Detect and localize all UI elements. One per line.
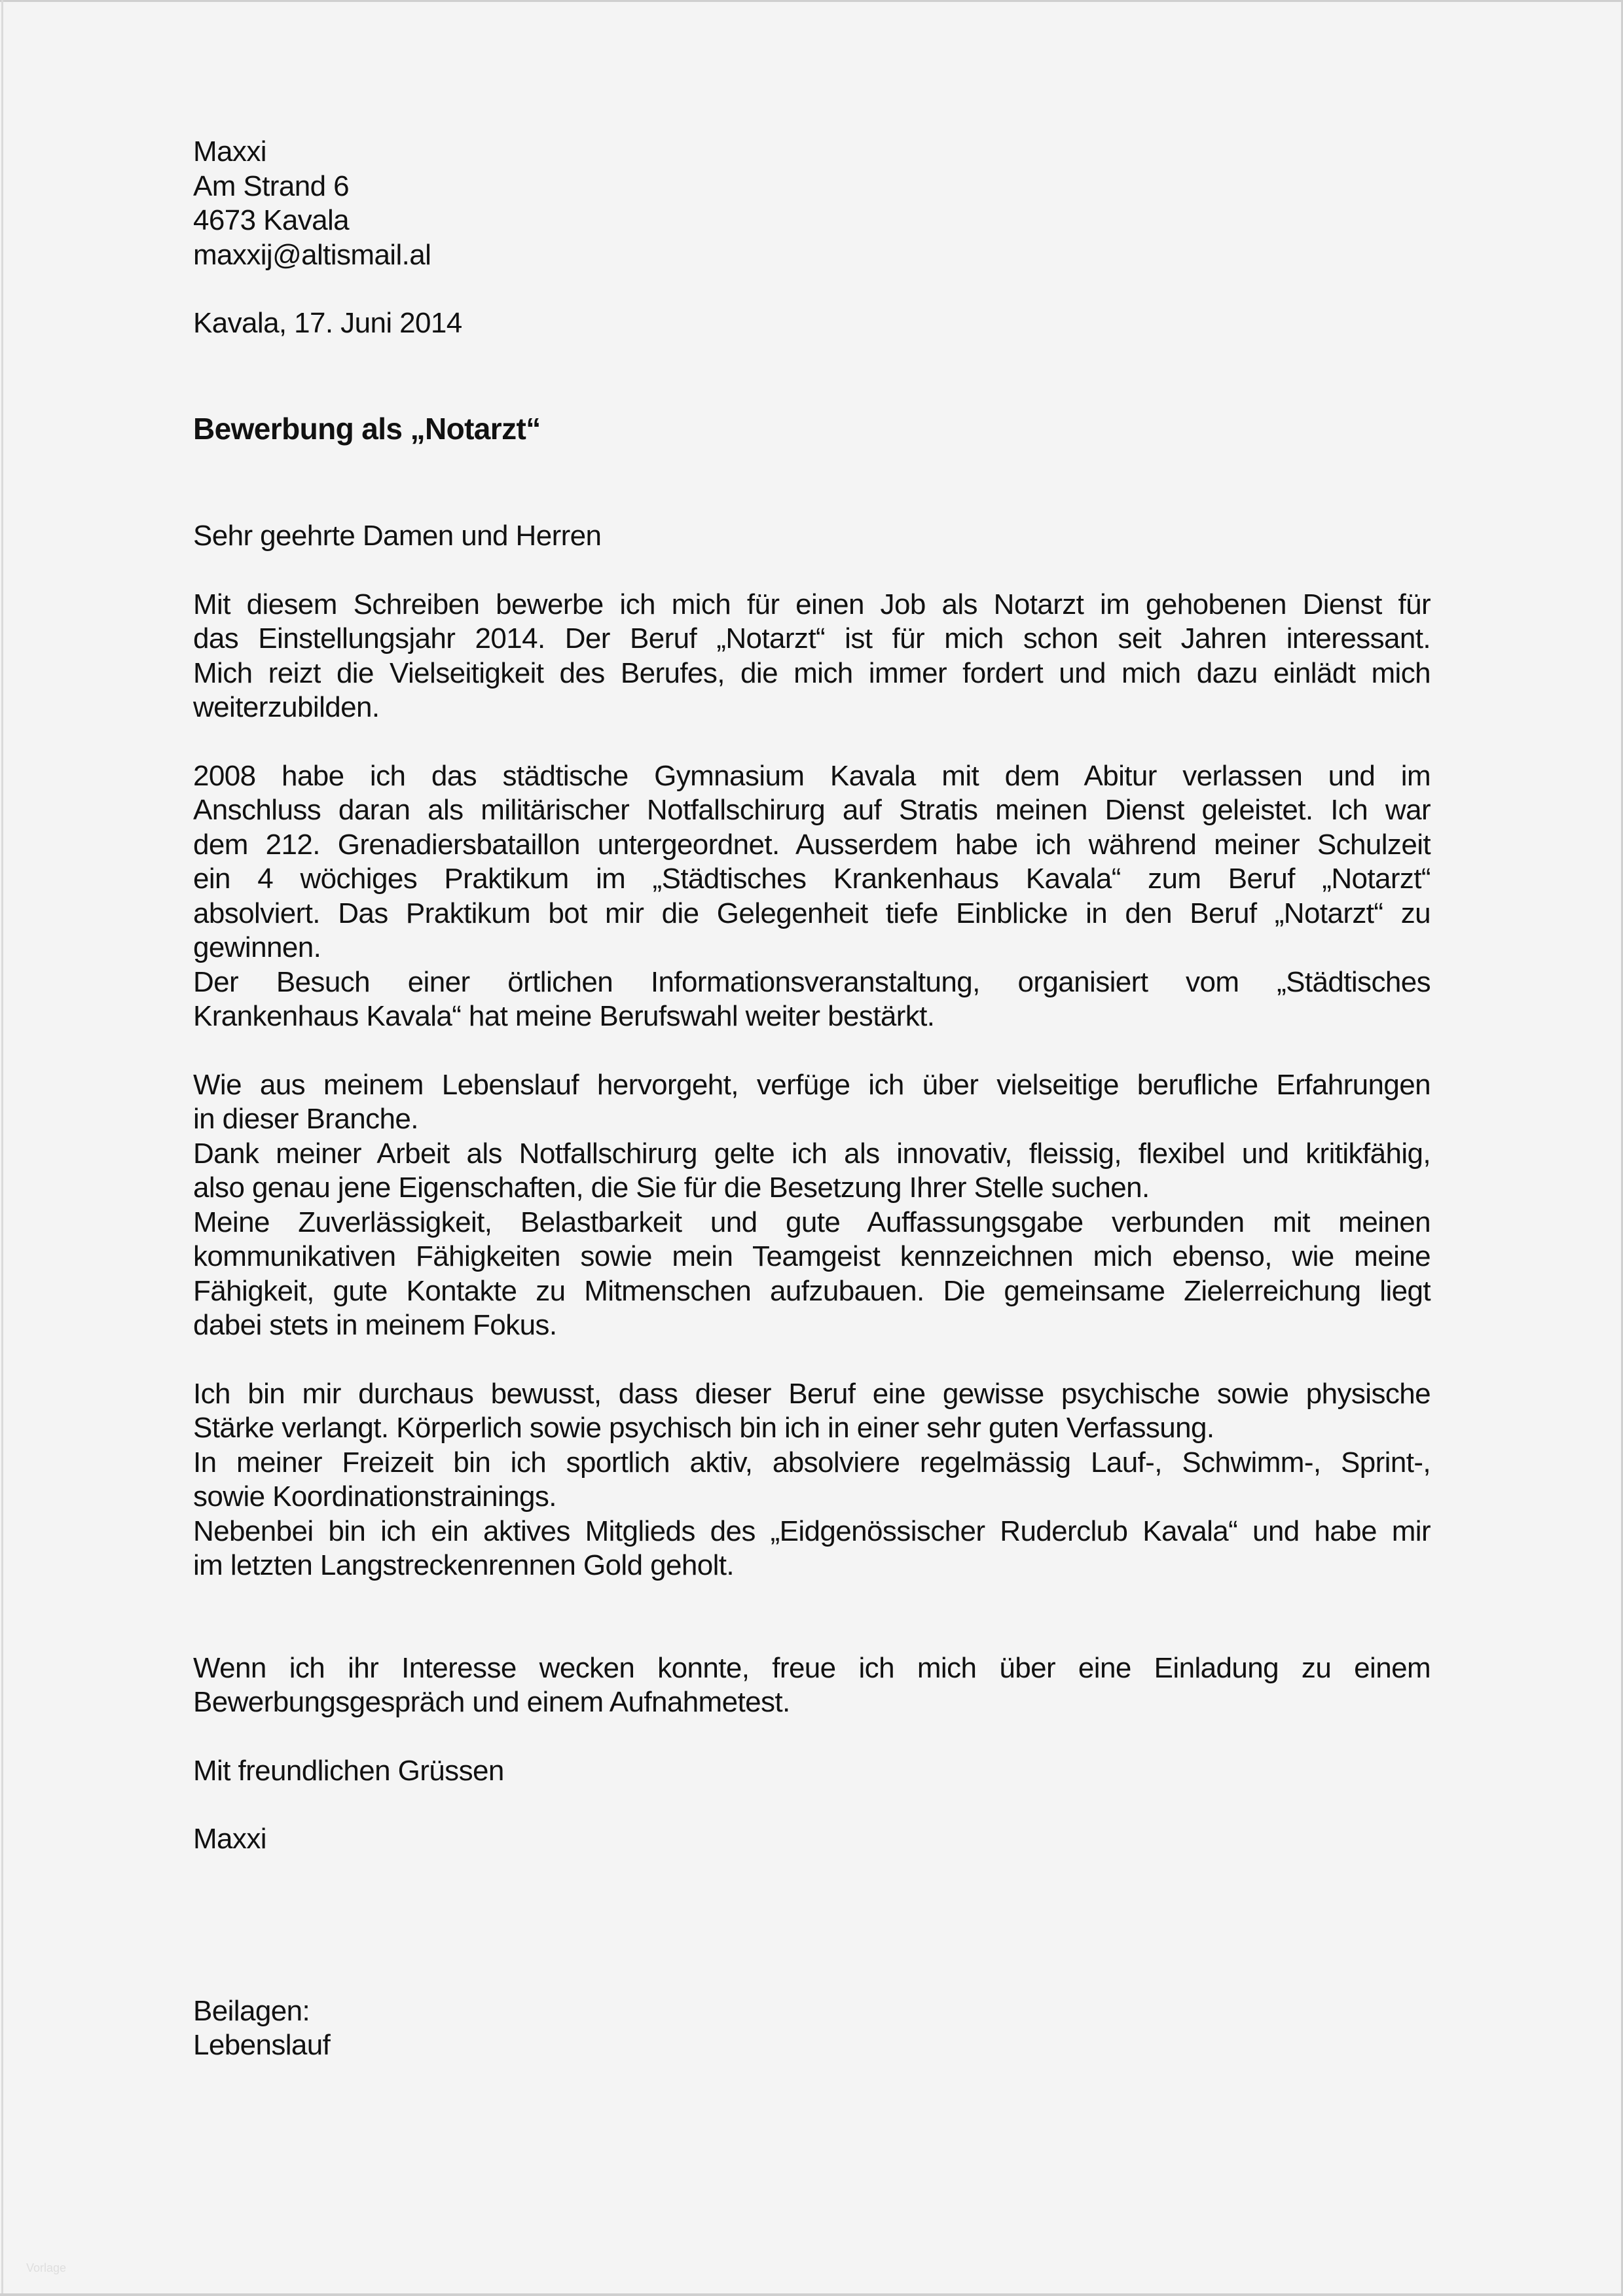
paragraph-intro (193, 588, 1431, 725)
text-line: Fähigkeit, gute Kontakte zu Mitmenschen aufzubauen. Die gemeinsame Zielerreichung liegt (193, 1274, 1431, 1307)
text-line: sowie Koordinationstrainings. (193, 1480, 556, 1513)
text-line: Krankenhaus Kavala“ hat meine Berufswahl weiter bestärkt. (193, 1000, 935, 1032)
enclosure-item: Lebenslauf (193, 2029, 331, 2061)
text-line: kommunikativen Fähigkeiten sowie mein Teamgeist kennzeichnen mich ebenso, wie meine (193, 1240, 1431, 1272)
text-line: in dieser Branche. (193, 1103, 418, 1135)
sender-email: maxxij@altismail.al (193, 238, 431, 271)
text-line: absolviert. Das Praktikum bot mir die Gelegenheit tiefe Einblicke in den Beruf „Notarzt“ zu (193, 897, 1431, 929)
paragraph-education (193, 759, 1431, 1034)
text-line: Anschluss daran als militärischer Notfallschirurg auf Stratis meinen Dienst geleistet. Ich war (193, 794, 1431, 826)
text-line: Wie aus meinem Lebenslauf hervorgeht, verfüge ich über vielseitige berufliche Erfahrungen (193, 1068, 1431, 1101)
text-line: gewinnen. (193, 931, 321, 963)
text-line: dabei stets in meinem Fokus. (193, 1309, 557, 1341)
page-border-bottom (0, 2293, 1623, 2296)
paragraph-fitness (193, 1377, 1431, 1583)
watermark-text: Vorlage (26, 2261, 67, 2274)
sender-street: Am Strand 6 (193, 170, 349, 202)
text-line: In meiner Freizeit bin ich sportlich aktiv, absolviere regelmässig Lauf-, Schwimm-, Sprint-, (193, 1446, 1431, 1479)
text-line: Dank meiner Arbeit als Notfallschirurg gelte ich als innovativ, fleissig, flexibel und kritikfähig, (193, 1137, 1431, 1170)
paragraph-closing (193, 1651, 1431, 1720)
text-line: das Einstellungsjahr 2014. Der Beruf „Notarzt“ ist für mich schon seit Jahren interessant. (193, 622, 1431, 655)
enclosures-label: Beilagen: (193, 1994, 310, 2027)
paragraph-experience (193, 1068, 1431, 1343)
text-line: dem 212. Grenadiersbataillon untergeordnet. Ausserdem habe ich während meiner Schulzeit (193, 828, 1431, 861)
text-line: Nebenbei bin ich ein aktives Mitglieds des „Eidgenössischer Ruderclub Kavala“ und habe mir (193, 1515, 1431, 1547)
page-border-top (0, 0, 1623, 2)
text-line: 2008 habe ich das städtische Gymnasium Kavala mit dem Abitur verlassen und im (193, 759, 1431, 792)
text-line: Mit diesem Schreiben bewerbe ich mich für einen Job als Notarzt im gehobenen Dienst für (193, 588, 1431, 620)
closing-greeting: Mit freundlichen Grüssen (193, 1754, 504, 1787)
letter-subject: Bewerbung als „Notarzt“ (193, 411, 541, 446)
sender-address (193, 135, 1431, 272)
text-line: also genau jene Eigenschaften, die Sie für die Besetzung Ihrer Stelle suchen. (193, 1172, 1150, 1204)
text-line: Mich reizt die Vielseitigkeit des Berufes, die mich immer fordert und mich dazu einlädt mich (193, 656, 1431, 689)
text-line: Stärke verlangt. Körperlich sowie psychisch bin ich in einer sehr guten Verfassung. (193, 1412, 1214, 1444)
text-line: ein 4 wöchiges Praktikum im „Städtisches Krankenhaus Kavala“ zum Beruf „Notarzt“ (193, 863, 1431, 895)
signature-name: Maxxi (193, 1823, 266, 1855)
sender-name: Maxxi (193, 135, 266, 168)
letter-page (193, 135, 1431, 2063)
sender-city: 4673 Kavala (193, 204, 350, 236)
page-border-left (1, 0, 3, 2296)
enclosures (193, 1994, 1431, 2063)
text-line: Ich bin mir durchaus bewusst, dass dieser Beruf eine gewisse psychische sowie physische (193, 1377, 1431, 1410)
text-line: im letzten Langstreckenrennen Gold geholt. (193, 1549, 734, 1581)
text-line: Bewerbungsgespräch und einem Aufnahmetest. (193, 1686, 790, 1718)
text-line: weiterzubilden. (193, 691, 380, 723)
text-line: Meine Zuverlässigkeit, Belastbarkeit und gute Auffassungsgabe verbunden mit meinen (193, 1206, 1431, 1238)
date-line: Kavala, 17. Juni 2014 (193, 307, 462, 339)
salutation: Sehr geehrte Damen und Herren (193, 520, 602, 552)
text-line: Der Besuch einer örtlichen Informationsveranstaltung, organisiert vom „Städtisches (193, 965, 1431, 998)
text-line: Wenn ich ihr Interesse wecken konnte, freue ich mich über eine Einladung zu einem (193, 1651, 1431, 1684)
